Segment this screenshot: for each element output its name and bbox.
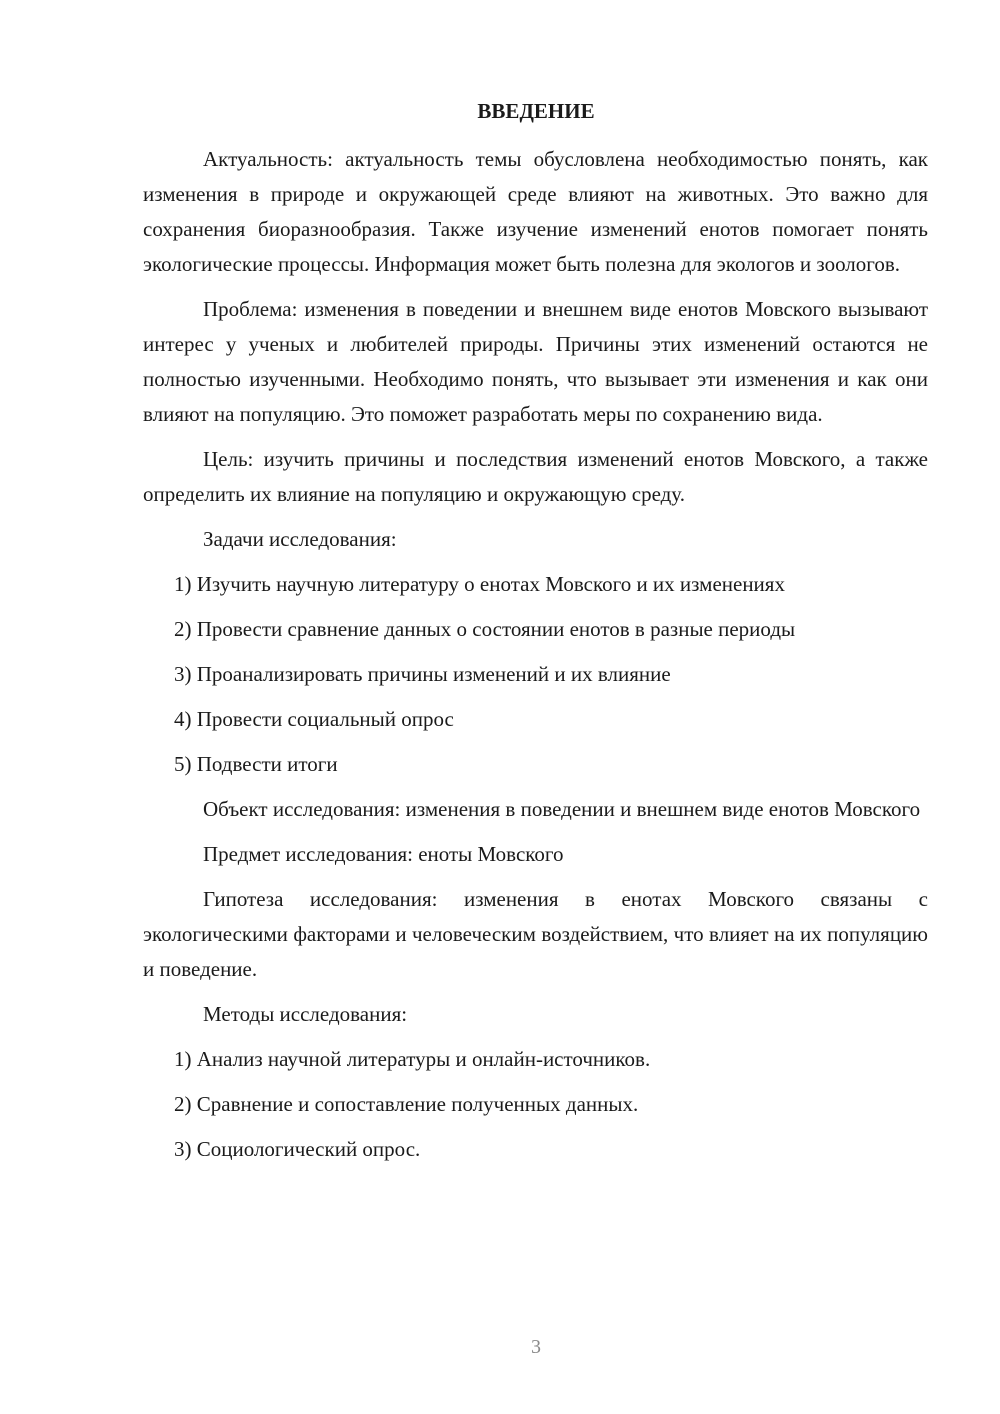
task-item: 3) Проанализировать причины изменений и их влияние (174, 662, 671, 686)
document-body (143, 142, 928, 1177)
tasks-heading: Задачи исследования: (203, 527, 397, 551)
methods-heading: Методы исследования: (203, 1002, 408, 1026)
page-number: 3 (531, 1336, 541, 1358)
subject-paragraph: Предмет исследования: еноты Мовского (203, 842, 564, 866)
goal-paragraph: Цель: изучить причины и последствия изменений енотов Мовского, а также определить их влияние на популяцию и окружающую среду. (143, 447, 928, 506)
task-item: 2) Провести сравнение данных о состоянии енотов в разные периоды (174, 617, 796, 641)
task-item: 1) Изучить научную литературу о енотах Мовского и их изменениях (174, 572, 785, 596)
method-item: 1) Анализ научной литературы и онлайн-источников. (174, 1047, 651, 1071)
task-item: 5) Подвести итоги (174, 752, 338, 776)
problem-paragraph: Проблема: изменения в поведении и внешнем виде енотов Мовского вызывают интерес у ученых и любителей природы. Причины этих изменений остаются не полностью изученными. Необходимо понять, что вызывает эти изменения и как они влияют на популяцию. Это поможет разработать меры по сохранению вида. (143, 297, 928, 426)
relevance-paragraph: Актуальность: актуальность темы обусловлена необходимостью понять, как изменения в природе и окружающей среде влияют на животных. Это важно для сохранения биоразнообразия. Также изучение изменений енотов помогает понять экологические процессы. Информация может быть полезна для экологов и зоологов. (143, 147, 928, 276)
hypothesis-paragraph: Гипотеза исследования: изменения в енотах Мовского связаны с экологическими факторами и человеческим воздействием, что влияет на их популяцию и поведение. (143, 887, 928, 981)
methods-list (143, 1042, 928, 1167)
page-title: ВВЕДЕНИЕ (477, 99, 595, 123)
method-item: 3) Социологический опрос. (174, 1137, 421, 1161)
tasks-list (143, 567, 928, 782)
method-item: 2) Сравнение и сопоставление полученных данных. (174, 1092, 639, 1116)
object-paragraph: Объект исследования: изменения в поведении и внешнем виде енотов Мовского (203, 797, 921, 821)
task-item: 4) Провести социальный опрос (174, 707, 454, 731)
